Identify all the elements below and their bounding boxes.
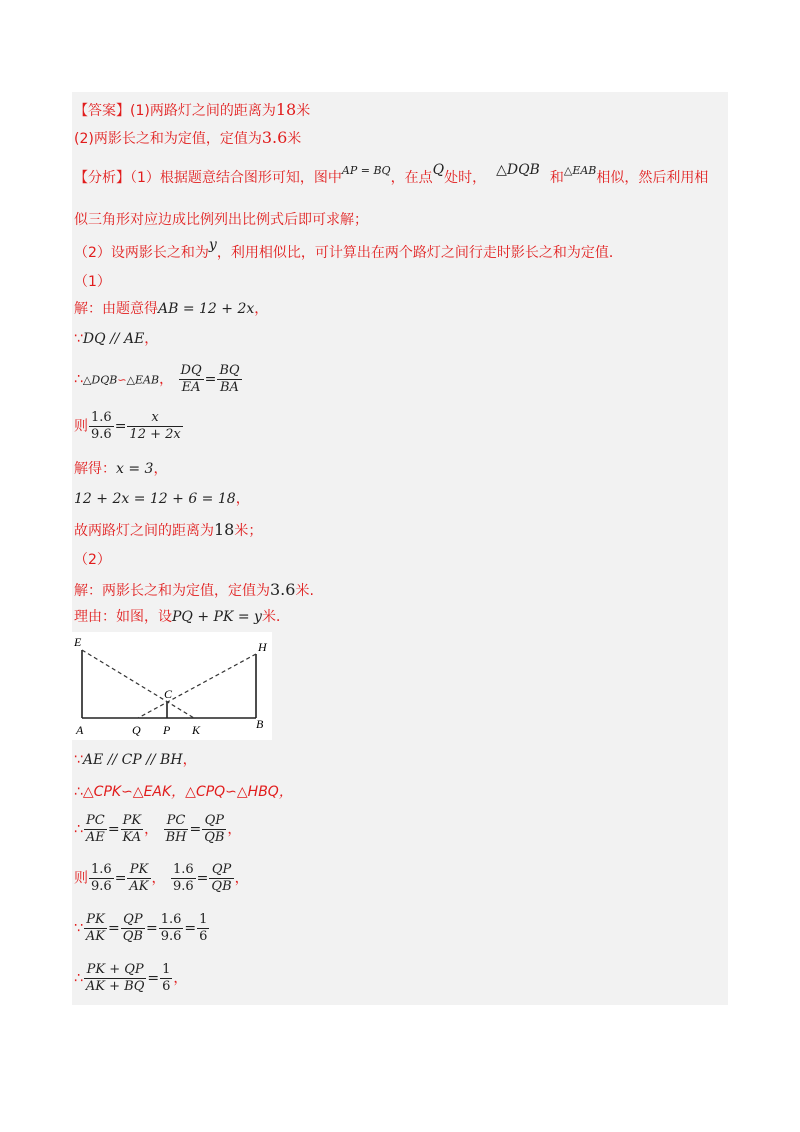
solution2-similarity-statement: ∴△CPK∽△EAK，△CPQ∽△HBQ， bbox=[74, 784, 293, 800]
answer-part2-text: (2)两影长之和为定值，定值为 bbox=[74, 131, 262, 147]
solution2-line-3 bbox=[74, 750, 197, 770]
analysis-line3-text-b: ，利用相似比，可计算出在两个路灯之间行走时影长之和为定值． bbox=[216, 245, 623, 261]
solution1-l5-end: ， bbox=[153, 461, 168, 477]
solution1-l2-end: ， bbox=[144, 331, 159, 347]
fraction-pk-ka bbox=[121, 813, 144, 846]
solution1-l7-unit: 米； bbox=[234, 523, 263, 539]
fraction-numerator: BQ bbox=[219, 363, 240, 378]
equals-sign: = bbox=[114, 870, 127, 887]
solution1-line-3 bbox=[74, 363, 243, 397]
solution1-l3-tri1: △DQB bbox=[82, 373, 118, 387]
label-k: K bbox=[192, 723, 201, 737]
analysis-text-2: ，在点 bbox=[390, 170, 433, 186]
diagram-background bbox=[72, 632, 272, 740]
analysis-triangle-eab: EAB bbox=[572, 164, 597, 177]
solution2-line-5 bbox=[74, 813, 241, 846]
fraction-denominator: 6 bbox=[162, 979, 171, 994]
label-a: A bbox=[76, 723, 84, 737]
solution1-line-7 bbox=[74, 520, 262, 541]
solution1-l1-math: AB = 12 + 2x bbox=[158, 301, 255, 317]
fraction-numerator: PC bbox=[166, 813, 186, 828]
line-end: ， bbox=[173, 970, 188, 987]
fraction-numerator: PK bbox=[86, 912, 105, 927]
analysis-line-1 bbox=[74, 162, 709, 189]
solution2-line-8 bbox=[74, 962, 187, 995]
solution1-l1-end: ， bbox=[254, 301, 269, 317]
solution2-line-2 bbox=[74, 607, 290, 627]
solution2-line-7 bbox=[74, 912, 210, 945]
because-symbol: ∵ bbox=[74, 331, 83, 347]
solution2-l1-unit: 米. bbox=[295, 583, 314, 599]
fraction-numerator: 1 bbox=[162, 962, 171, 977]
fraction-denominator: 9.6 bbox=[172, 879, 194, 894]
fraction-1.6-9.6 bbox=[89, 862, 114, 895]
solution2-line-6 bbox=[74, 862, 249, 895]
label-c: C bbox=[164, 687, 173, 701]
therefore-symbol: ∴ bbox=[74, 371, 83, 388]
solve-text: 解得： bbox=[74, 461, 116, 477]
equals-sign: = bbox=[184, 920, 197, 937]
fraction-denominator: QB bbox=[122, 929, 143, 944]
fraction-denominator: QB bbox=[204, 830, 225, 845]
solution1-l3-tri2: EAB bbox=[135, 373, 160, 387]
label-h: H bbox=[258, 640, 267, 654]
fraction-denominator: 12 + 2x bbox=[129, 427, 181, 442]
fraction-sum-ratio bbox=[84, 962, 146, 995]
solution2-l3-end: ， bbox=[182, 752, 197, 768]
then-text: 则 bbox=[74, 870, 88, 887]
solution1-line-6 bbox=[74, 489, 250, 509]
solution1-l2-math: DQ // AE bbox=[82, 331, 145, 347]
therefore-symbol: ∴ bbox=[74, 970, 83, 987]
answer-part2-value: 3.6 bbox=[261, 128, 288, 147]
fraction-qp-qb bbox=[202, 813, 226, 846]
solution1-l6-end: ， bbox=[235, 491, 250, 507]
answer-part1-value: 18 bbox=[275, 100, 297, 119]
separator: ， bbox=[151, 870, 166, 887]
because-symbol: ∵ bbox=[74, 920, 83, 937]
label-b: B bbox=[256, 717, 264, 731]
fraction-numerator: DQ bbox=[180, 363, 202, 378]
fraction-denominator: BH bbox=[165, 830, 187, 845]
fraction-denominator: 6 bbox=[199, 929, 208, 944]
solution2-l2-text: 理由：如图，设 bbox=[74, 609, 172, 625]
fraction-numerator: 1.6 bbox=[91, 410, 112, 425]
fraction-bq-ba bbox=[217, 363, 241, 396]
similar-symbol: ∽ bbox=[117, 373, 127, 387]
solution1-line-2 bbox=[74, 329, 158, 349]
line-end: ， bbox=[227, 821, 242, 838]
label-p: P bbox=[163, 723, 171, 737]
fraction-qp-qb bbox=[209, 862, 233, 895]
fraction-pk-ak bbox=[127, 862, 150, 895]
fraction-numerator: 1 bbox=[199, 912, 208, 927]
answer-part1-text: (1)两路灯之间的距离为 bbox=[130, 103, 276, 119]
fraction-pc-bh bbox=[164, 813, 189, 846]
fraction-denominator: AK + BQ bbox=[85, 979, 145, 994]
solution1-header: （1） bbox=[74, 274, 111, 290]
analysis-label: 【分析】 bbox=[74, 170, 130, 186]
fraction-denominator: EA bbox=[179, 379, 204, 396]
equals-sign: = bbox=[108, 920, 120, 937]
analysis-text-4: 和 bbox=[549, 170, 564, 186]
equals-sign: = bbox=[114, 418, 127, 435]
answer-part2-unit: 米 bbox=[287, 131, 302, 147]
fraction-denominator: 9.6 bbox=[91, 427, 112, 442]
fraction-denominator: KA bbox=[122, 830, 142, 845]
fraction-1.6-9.6 bbox=[159, 912, 184, 945]
fraction-1.6-9.6 bbox=[89, 410, 114, 443]
fraction-denominator: BA bbox=[217, 379, 241, 396]
answer-label: 【答案】 bbox=[74, 103, 130, 119]
solution2-line-4 bbox=[74, 782, 293, 802]
fraction-numerator: PC bbox=[86, 813, 105, 828]
solution1-line-5 bbox=[74, 459, 167, 479]
streetlight-diagram bbox=[72, 632, 272, 740]
fraction-numerator: QP bbox=[211, 862, 232, 877]
solution2-line-1 bbox=[74, 580, 314, 601]
solution2-l3-math: AE // CP // BH bbox=[82, 752, 183, 768]
equals-sign: = bbox=[204, 371, 217, 388]
solution1-l6-math: 12 + 2x = 12 + 6 = 18 bbox=[74, 491, 236, 507]
fraction-dq-ea bbox=[179, 363, 204, 396]
answer-line-2 bbox=[74, 128, 301, 149]
solution1-l1-text: 解：由题意得 bbox=[74, 301, 158, 317]
fraction-1-6 bbox=[160, 962, 172, 995]
solution1-line-4 bbox=[74, 410, 184, 443]
equals-sign: = bbox=[107, 821, 120, 838]
solution2-header: （2） bbox=[74, 552, 111, 568]
fraction-numerator: 1.6 bbox=[91, 862, 112, 877]
analysis-line3-var: y bbox=[208, 237, 217, 253]
line-end: ， bbox=[234, 870, 249, 887]
fraction-numerator: QP bbox=[123, 912, 143, 927]
fraction-qp-qb bbox=[121, 912, 145, 945]
fraction-numerator: PK bbox=[122, 813, 142, 828]
then-text: 则 bbox=[74, 418, 88, 435]
solution1-line-1 bbox=[74, 299, 268, 319]
fraction-numerator: 1.6 bbox=[160, 912, 182, 927]
analysis-eq-ap-bq: AP = BQ bbox=[341, 164, 391, 177]
analysis-text-1: （1）根据题意结合图形可知，图中 bbox=[130, 170, 342, 186]
analysis-line-2: 似三角形对应边成比例列出比例式后即可求解； bbox=[74, 212, 368, 228]
because-symbol: ∵ bbox=[74, 752, 83, 768]
analysis-line-3 bbox=[74, 237, 623, 263]
fraction-numerator: x bbox=[151, 410, 159, 425]
solution1-l7-text: 故两路灯之间的距离为 bbox=[74, 523, 214, 539]
analysis-text-5: 相似，然后利用相 bbox=[596, 170, 709, 186]
fraction-numerator: QP bbox=[204, 813, 225, 828]
therefore-symbol: ∴ bbox=[74, 821, 83, 838]
fraction-numerator: 1.6 bbox=[172, 862, 194, 877]
answer-line-1 bbox=[74, 100, 310, 121]
fraction-1.6-9.6 bbox=[171, 862, 196, 895]
analysis-point-q: Q bbox=[432, 162, 445, 178]
fraction-1-6 bbox=[197, 912, 209, 945]
fraction-numerator: PK bbox=[129, 862, 149, 877]
fraction-denominator: AE bbox=[85, 830, 105, 845]
fraction-denominator: AK bbox=[129, 879, 149, 894]
fraction-denominator: 9.6 bbox=[91, 879, 112, 894]
label-q: Q bbox=[132, 723, 141, 737]
label-e: E bbox=[74, 635, 82, 649]
answer-part1-unit: 米 bbox=[296, 103, 311, 119]
fraction-pc-ae bbox=[84, 813, 107, 846]
solution2-l1-value: 3.6 bbox=[270, 580, 296, 599]
fraction-numerator: PK + QP bbox=[86, 962, 144, 977]
fraction-x-12-2x bbox=[127, 410, 182, 443]
analysis-triangle-dqb: △DQB bbox=[496, 162, 540, 178]
solution2-l2-math: PQ + PK = y bbox=[172, 609, 262, 625]
solution2-l1-text: 解：两影长之和为定值，定值为 bbox=[74, 583, 270, 599]
separator: ， bbox=[144, 821, 159, 838]
fraction-denominator: AK bbox=[85, 929, 106, 944]
fraction-denominator: 9.6 bbox=[160, 929, 182, 944]
fraction-pk-ak bbox=[84, 912, 107, 945]
solution1-l3-sep: ， bbox=[159, 371, 174, 388]
equals-sign: = bbox=[145, 920, 158, 937]
equals-sign: = bbox=[196, 870, 209, 887]
solution1-l5-math: x = 3 bbox=[116, 461, 154, 477]
equals-sign: = bbox=[147, 970, 160, 987]
analysis-line3-text-a: （2）设两影长之和为 bbox=[74, 245, 209, 261]
solution1-l7-value: 18 bbox=[214, 520, 235, 539]
triangle-symbol: △ bbox=[126, 373, 135, 387]
analysis-triangle-symbol: △ bbox=[563, 164, 573, 177]
analysis-text-3: 处时， bbox=[444, 170, 487, 186]
fraction-denominator: QB bbox=[211, 879, 232, 894]
solution2-l2-unit: 米． bbox=[261, 609, 290, 625]
equals-sign: = bbox=[189, 821, 202, 838]
